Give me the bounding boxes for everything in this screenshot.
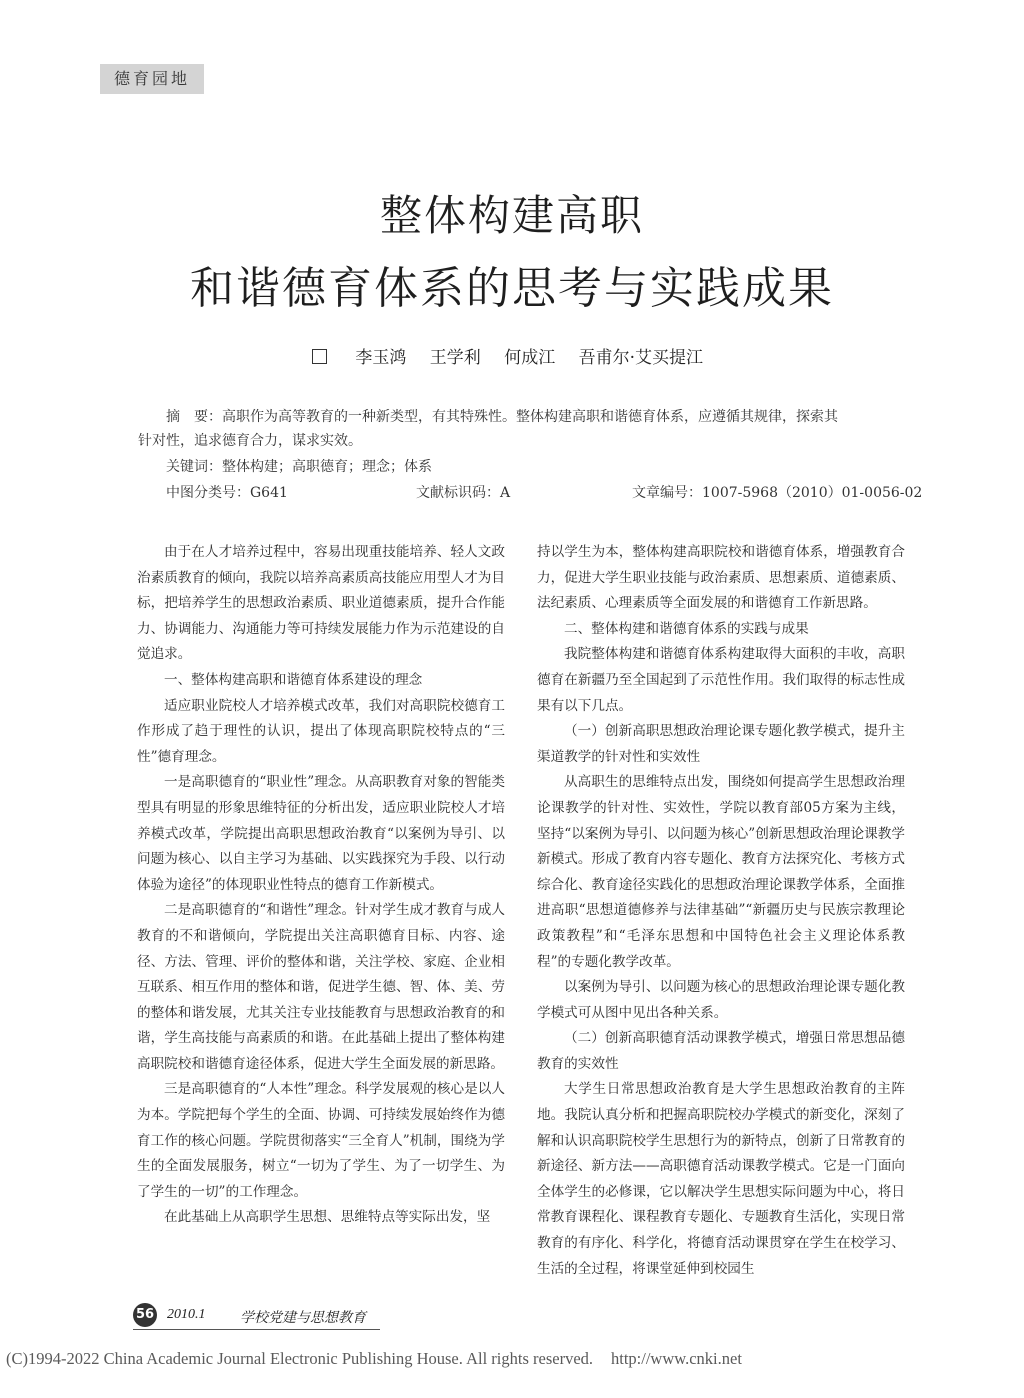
page-number-badge: 56 <box>133 1303 157 1327</box>
paragraph: 持以学生为本，整体构建高职院校和谐德育体系，增强教育合力，促进大学生职业技能与政治素质、思想素质、道德素质、法纪素质、心理素质等全面发展的和谐德育工作新思路。 <box>537 544 905 612</box>
copyright-notice <box>6 1349 742 1369</box>
section-tag: 德育园地 <box>100 64 204 94</box>
clc-number: 中图分类号：G641 <box>166 485 288 501</box>
abstract-text-2: 针对性，追求德育合力，谋求实效。 <box>138 433 362 449</box>
paragraph: 大学生日常思想政治教育是大学生思想政治教育的主阵地。我院认真分析和把握高职院校办学模式的新变化，深刻了解和认识高职院校学生思想行为的新特点，创新了日常教育的新途径、新方法——高职德育活动课教学模式。它是一门面向全体学生的必修课，它以解决学生思想实际问题为中心，将日常教育课程化、课程教育专题化、专题教育生活化，实现日常教育的有序化、科学化，将德育活动课贯穿在学生在校学习、生活的全过程，将课堂延伸到校园生 <box>537 1081 905 1277</box>
copyright-text: (C)1994-2022 China Academic Journal Electronic Publishing House. All rights reserved. <box>6 1349 594 1368</box>
section-heading: 二、整体构建和谐德育体系的实践与成果 <box>564 620 809 637</box>
keywords-label: 关键词： <box>166 459 222 475</box>
subsection-heading: （一）创新高职思想政治理论课专题化教学模式，提升主渠道教学的针对性和实效性 <box>537 723 905 765</box>
body-column-right <box>537 540 905 1282</box>
section-heading: 一、整体构建高职和谐德育体系建设的理念 <box>164 671 423 688</box>
keywords <box>166 455 936 479</box>
subsection-heading: （二）创新高职德育活动课教学模式，增强日常思想品德教育的实效性 <box>537 1030 905 1072</box>
document-code: 文献标识码：A <box>416 485 511 501</box>
keywords-text: 整体构建；高职德育；理念；体系 <box>222 459 432 475</box>
cnki-link[interactable]: http://www.cnki.net <box>611 1349 742 1368</box>
author-name: 何成江 <box>504 348 556 368</box>
paragraph: 二是高职德育的“和谐性”理念。针对学生成才教育与成人教育的不和谐倾向，学院提出关注高职德育目标、内容、途径、方法、管理、评价的整体和谐，关注学校、家庭、企业相互联系、相互作用的整体和谐，促进学生德、智、体、美、劳的整体和谐发展，尤其关注专业技能教育与思想政治教育的和谐，学生高技能与高素质的和谐。在此基础上提出了整体构建高职院校和谐德育途径体系，促进大学生全面发展的新思路。 <box>137 902 505 1072</box>
abstract <box>138 405 908 453</box>
abstract-line-1 <box>138 405 908 429</box>
article-number: 文章编号：1007-5968（2010）01-0056-02 <box>632 485 923 501</box>
journal-name: 学校党建与思想教育 <box>240 1310 366 1326</box>
paragraph: 一是高职德育的“职业性”理念。从高职教育对象的智能类型具有明显的形象思维特征的分析出发，适应职业院校人才培养模式改革，学院提出高职思想政治教育“以案例为导引、以问题为核心、以自主学习为基础、以实践探究为手段、以行动体验为途径”的体现职业性特点的德育工作新模式。 <box>137 774 505 893</box>
footer-divider <box>133 1329 380 1330</box>
author-name: 吾甫尔·艾买提江 <box>578 348 704 368</box>
abstract-text-1: 高职作为高等教育的一种新类型，有其特殊性。整体构建高职和谐德育体系，应遵循其规律，探索其 <box>222 409 838 425</box>
square-bullet-icon <box>312 349 327 364</box>
author-name: 王学利 <box>429 348 481 368</box>
abstract-label: 摘 要： <box>166 409 222 425</box>
paragraph: 我院整体构建和谐德育体系构建取得大面积的丰收，高职德育在新疆乃至全国起到了示范性作用。我们取得的标志性成果有以下几点。 <box>537 646 905 714</box>
paragraph: 由于在人才培养过程中，容易出现重技能培养、轻人文政治素质教育的倾向，我院以培养高素质高技能应用型人才为目标，把培养学生的思想政治素质、职业道德素质，提升合作能力、协调能力、沟通能力等可持续发展能力作为示范建设的自觉追求。 <box>137 544 505 663</box>
journal-issue: 2010.1 <box>167 1307 206 1322</box>
body-column-left <box>137 540 505 1231</box>
paragraph: 适应职业院校人才培养模式改革，我们对高职院校德育工作形成了趋于理性的认识，提出了体现高职院校特点的“三性”德育理念。 <box>137 697 505 765</box>
article-title-line-1: 整体构建高职 <box>379 191 644 240</box>
paragraph: 以案例为导引、以问题为核心的思想政治理论课专题化教学模式可从图中见出各种关系。 <box>537 979 905 1021</box>
article-title-line-2: 和谐德育体系的思考与实践成果 <box>190 263 834 314</box>
paragraph: 三是高职德育的“人本性”理念。科学发展观的核心是以人为本。学院把每个学生的全面、协调、可持续发展始终作为德育工作的核心问题。学院贯彻落实“三全育人”机制，围绕为学生的全面发展服务，树立“一切为了学生、为了一切学生、为了学生的一切”的工作理念。 <box>137 1081 505 1200</box>
paragraph: 在此基础上从高职学生思想、思维特点等实际出发，坚 <box>164 1209 491 1226</box>
author-list <box>0 343 1024 368</box>
paragraph: 从高职生的思维特点出发，围绕如何提高学生思想政治理论课教学的针对性、实效性，学院以教育部05方案为主线，坚持“以案例为导引、以问题为核心”创新思想政治理论课教学新模式。形成了教育内容专题化、教育方法探究化、考核方式综合化、教育途径实践化的思想政治理论课教学体系，全面推进高职“思想道德修养与法律基础”“新疆历史与民族宗教理论政策教程”和“毛泽东思想和中国特色社会主义理论体系教程”的专题化教学改革。 <box>537 774 905 970</box>
author-name: 李玉鸿 <box>355 348 407 368</box>
